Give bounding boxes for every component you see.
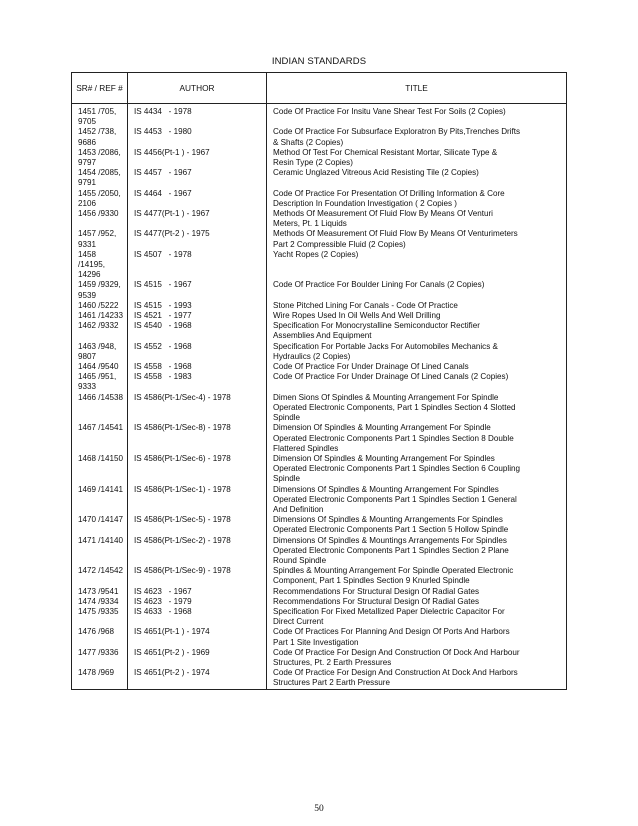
column-header-sr-ref: SR# / REF # (72, 73, 128, 104)
author-cell: IS 4507 - 1978 (128, 250, 267, 281)
author-cell: IS 4457 - 1967 (128, 168, 267, 188)
sr-ref-cell: 1454 /2085, 9791 (72, 168, 128, 188)
sr-ref-cell: 1463 /948, 9807 (72, 342, 128, 362)
author-cell: IS 4558 - 1983 (128, 372, 267, 392)
table-row (72, 321, 567, 341)
author-cell: IS 4651(Pt-2 ) - 1969 (128, 648, 267, 668)
author-cell: IS 4515 - 1967 (128, 280, 267, 300)
table-row (72, 393, 567, 424)
title-cell: Ceramic Unglazed Vitreous Acid Resisting Tile (2 Copies) (267, 168, 567, 188)
title-cell: Wire Ropes Used In Oil Wells And Well Drilling (267, 311, 567, 321)
author-cell: IS 4586(Pt-1/Sec-1) - 1978 (128, 485, 267, 516)
sr-ref-cell: 1474 /9334 (72, 597, 128, 607)
author-cell: IS 4586(Pt-1/Sec-9) - 1978 (128, 566, 267, 586)
title-cell: Dimension Of Spindles & Mounting Arrangement For Spindle Operated Electronic Components Part 1 Spindles Section 8 Double Flattered Spindles (267, 423, 567, 454)
table-row (72, 362, 567, 372)
table-row (72, 301, 567, 311)
author-cell: IS 4633 - 1968 (128, 607, 267, 627)
table-row (72, 668, 567, 689)
sr-ref-cell: 1453 /2086, 9797 (72, 148, 128, 168)
title-cell: Code Of Practice For Insitu Vane Shear Test For Soils (2 Copies) (267, 104, 567, 128)
author-cell: IS 4651(Pt-2 ) - 1974 (128, 668, 267, 689)
sr-ref-cell: 1460 /5222 (72, 301, 128, 311)
title-cell: Code Of Practice For Under Drainage Of Lined Canals (2 Copies) (267, 372, 567, 392)
author-cell: IS 4552 - 1968 (128, 342, 267, 362)
author-cell: IS 4586(Pt-1/Sec-8) - 1978 (128, 423, 267, 454)
table-row (72, 189, 567, 209)
title-cell: Recommendations For Structural Design Of Radial Gates (267, 587, 567, 597)
table-header-row (72, 73, 567, 104)
standards-table (71, 72, 567, 690)
table-row (72, 485, 567, 516)
author-cell: IS 4586(Pt-1/Sec-4) - 1978 (128, 393, 267, 424)
author-cell: IS 4453 - 1980 (128, 127, 267, 147)
author-cell: IS 4623 - 1967 (128, 587, 267, 597)
title-cell: Stone Pitched Lining For Canals - Code Of Practice (267, 301, 567, 311)
title-cell: Methods Of Measurement Of Fluid Flow By Means Of Venturi Meters, Pt. 1 Liquids (267, 209, 567, 229)
title-cell: Code Of Practice For Presentation Of Drilling Information & Core Description In Foundation Investigation ( 2 Copies ) (267, 189, 567, 209)
table-row (72, 607, 567, 627)
title-cell: Methods Of Measurement Of Fluid Flow By Means Of Venturimeters Part 2 Compressible Fluid (2 Copies) (267, 229, 567, 249)
title-cell: Specification For Monocrystalline Semiconductor Rectifier Assemblies And Equipment (267, 321, 567, 341)
table-row (72, 168, 567, 188)
table-row (72, 423, 567, 454)
author-cell: IS 4586(Pt-1/Sec-6) - 1978 (128, 454, 267, 485)
table-row (72, 127, 567, 147)
sr-ref-cell: 1459 /9329, 9539 (72, 280, 128, 300)
author-cell: IS 4586(Pt-1/Sec-2) - 1978 (128, 536, 267, 567)
title-cell: Method Of Test For Chemical Resistant Mortar, Silicate Type & Resin Type (2 Copies) (267, 148, 567, 168)
title-cell: Spindles & Mounting Arrangement For Spindle Operated Electronic Component, Part 1 Spindles Section 9 Knurled Spindle (267, 566, 567, 586)
table-row (72, 209, 567, 229)
table-row (72, 648, 567, 668)
table-row (72, 311, 567, 321)
author-cell: IS 4623 - 1979 (128, 597, 267, 607)
author-cell: IS 4586(Pt-1/Sec-5) - 1978 (128, 515, 267, 535)
author-cell: IS 4434 - 1978 (128, 104, 267, 128)
table-row (72, 566, 567, 586)
table-row (72, 372, 567, 392)
sr-ref-cell: 1457 /952, 9331 (72, 229, 128, 249)
author-cell: IS 4477(Pt-1 ) - 1967 (128, 209, 267, 229)
table-row (72, 515, 567, 535)
author-cell: IS 4515 - 1993 (128, 301, 267, 311)
table-row (72, 454, 567, 485)
table-body (72, 104, 567, 690)
table-row (72, 536, 567, 567)
sr-ref-cell: 1462 /9332 (72, 321, 128, 341)
author-cell: IS 4456(Pt-1 ) - 1967 (128, 148, 267, 168)
column-header-title: TITLE (267, 73, 567, 104)
author-cell: IS 4540 - 1968 (128, 321, 267, 341)
sr-ref-cell: 1451 /705, 9705 (72, 104, 128, 128)
page-number: 50 (314, 804, 324, 814)
sr-ref-cell: 1467 /14541 (72, 423, 128, 454)
title-cell: Dimension Of Spindles & Mounting Arrangement For Spindles Operated Electronic Components Part 1 Spindles Section 6 Coupling Spindle (267, 454, 567, 485)
sr-ref-cell: 1476 /968 (72, 627, 128, 647)
sr-ref-cell: 1452 /738, 9686 (72, 127, 128, 147)
title-cell: Code Of Practices For Planning And Design Of Ports And Harbors Part 1 Site Investigation (267, 627, 567, 647)
table-row (72, 250, 567, 281)
table-row (72, 627, 567, 647)
title-cell: Dimensions Of Spindles & Mounting Arrangements For Spindles Operated Electronic Components Part 1 Section 5 Hollow Spindle (267, 515, 567, 535)
author-cell: IS 4558 - 1968 (128, 362, 267, 372)
title-cell: Code Of Practice For Boulder Lining For Canals (2 Copies) (267, 280, 567, 300)
table-row (72, 597, 567, 607)
sr-ref-cell: 1475 /9335 (72, 607, 128, 627)
page-heading: INDIAN STANDARDS (271, 56, 367, 67)
table-row (72, 148, 567, 168)
table-row (72, 229, 567, 249)
author-cell: IS 4477(Pt-2 ) - 1975 (128, 229, 267, 249)
table-row (72, 342, 567, 362)
title-cell: Recommendations For Structural Design Of Radial Gates (267, 597, 567, 607)
title-cell: Specification For Portable Jacks For Automobiles Mechanics & Hydraulics (2 Copies) (267, 342, 567, 362)
title-cell: Dimensions Of Spindles & Mountings Arrangements For Spindles Operated Electronic Components Part 1 Spindles Section 2 Plane Round Spindle (267, 536, 567, 567)
sr-ref-cell: 1472 /14542 (72, 566, 128, 586)
title-cell: Code Of Practice For Design And Construction At Dock And Harbors Structures Part 2 Earth Pressure (267, 668, 567, 689)
title-cell: Dimensions Of Spindles & Mounting Arrangement For Spindles Operated Electronic Components Part 1 Spindles Section 1 General And Definition (267, 485, 567, 516)
title-cell: Code Of Practice For Subsurface Exploratron By Pits,Trenches Drifts & Shafts (2 Copies) (267, 127, 567, 147)
sr-ref-cell: 1461 /14233 (72, 311, 128, 321)
title-cell: Code Of Practice For Under Drainage Of Lined Canals (267, 362, 567, 372)
column-header-author: AUTHOR (128, 73, 267, 104)
sr-ref-cell: 1465 /951, 9333 (72, 372, 128, 392)
title-cell: Code Of Practice For Design And Construction Of Dock And Harbour Structures, Pt. 2 Earth Pressures (267, 648, 567, 668)
table-row (72, 280, 567, 300)
author-cell: IS 4651(Pt-1 ) - 1974 (128, 627, 267, 647)
sr-ref-cell: 1477 /9336 (72, 648, 128, 668)
sr-ref-cell: 1456 /9330 (72, 209, 128, 229)
sr-ref-cell: 1466 /14538 (72, 393, 128, 424)
sr-ref-cell: 1470 /14147 (72, 515, 128, 535)
table-row (72, 587, 567, 597)
author-cell: IS 4521 - 1977 (128, 311, 267, 321)
sr-ref-cell: 1455 /2050, 2106 (72, 189, 128, 209)
sr-ref-cell: 1478 /969 (72, 668, 128, 689)
title-cell: Specification For Fixed Metallized Paper Dielectric Capacitor For Direct Current (267, 607, 567, 627)
title-cell: Yacht Ropes (2 Copies) (267, 250, 567, 281)
author-cell: IS 4464 - 1967 (128, 189, 267, 209)
title-cell: Dimen Sions Of Spindles & Mounting Arrangement For Spindle Operated Electronic Components, Part 1 Spindles Section 4 Slotted Spindle (267, 393, 567, 424)
sr-ref-cell: 1468 /14150 (72, 454, 128, 485)
sr-ref-cell: 1464 /9540 (72, 362, 128, 372)
sr-ref-cell: 1473 /9541 (72, 587, 128, 597)
table-row (72, 104, 567, 128)
sr-ref-cell: 1458 /14195, 14296 (72, 250, 128, 281)
sr-ref-cell: 1469 /14141 (72, 485, 128, 516)
sr-ref-cell: 1471 /14140 (72, 536, 128, 567)
